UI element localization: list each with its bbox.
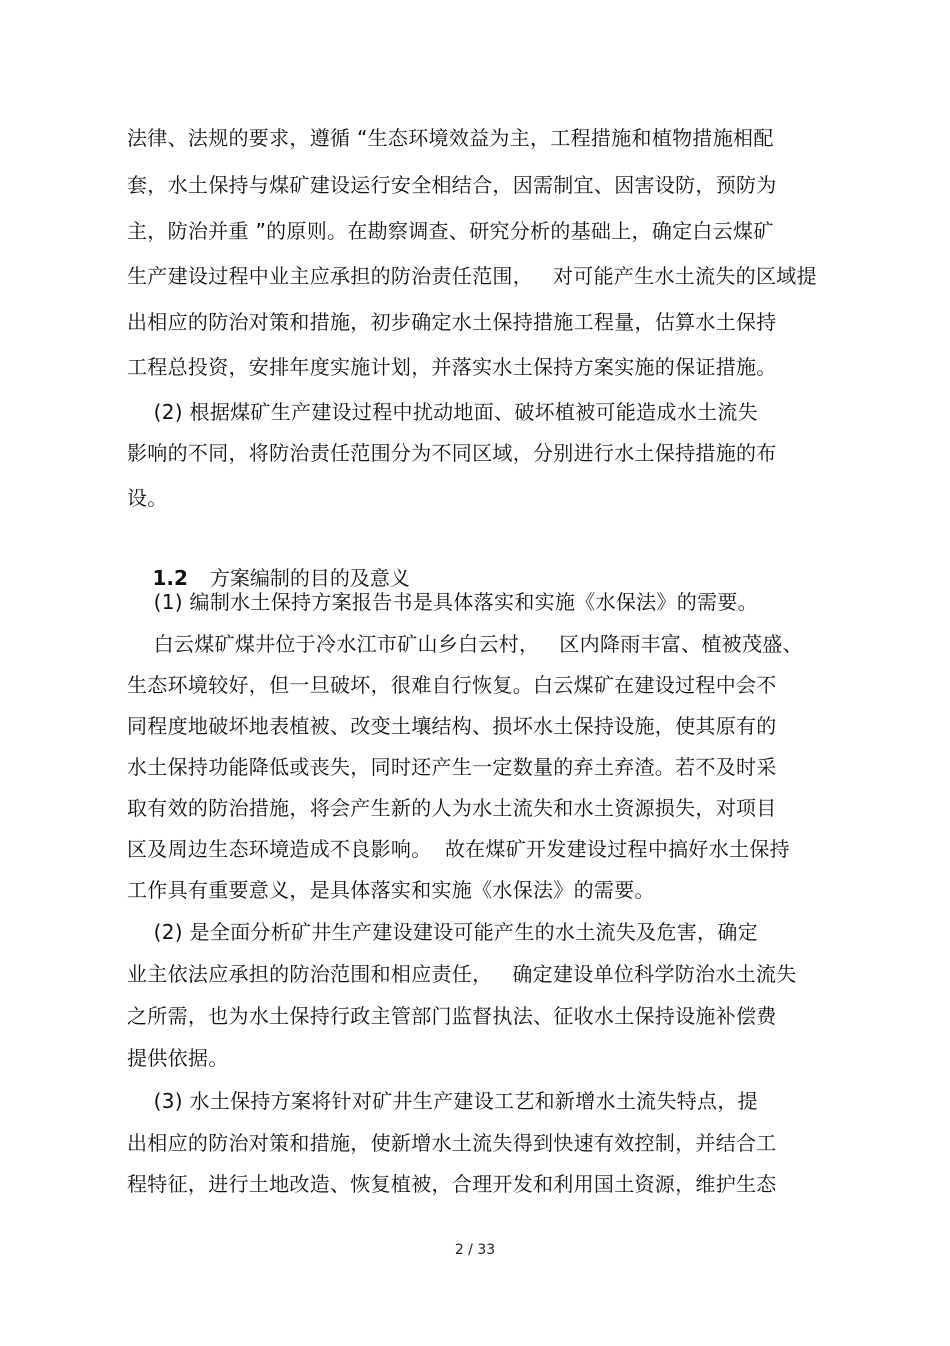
text-line: (3) 水土保持方案将针对矿井生产建设工艺和新增水土流失特点，提	[127, 1089, 758, 1113]
text-line: 取有效的防治措施，将会产生新的人为水土流失和水土资源损失，对项目	[127, 796, 777, 820]
section-number: 1.2	[152, 566, 188, 590]
text-line: 程特征，进行土地改造、恢复植被，合理开发和利用国土资源，维护生态	[127, 1172, 777, 1196]
text-line: 设。	[127, 486, 168, 510]
text-line: 工程总投资，安排年度实施计划，并落实水土保持方案实施的保证措施。	[127, 355, 777, 379]
text-line: 同程度地破坏地表植被、改变土壤结构、损坏水土保持设施，使其原有的	[127, 714, 777, 738]
text-line: 之所需，也为水土保持行政主管部门监督执法、征收水土保持设施补偿费	[127, 1004, 777, 1028]
text-line: 出相应的防治对策和措施，初步确定水土保持措施工程量，估算水土保持	[127, 310, 777, 334]
text-line: 法律、法规的要求，遵循 “生态环境效益为主，工程措施和植物措施相配	[127, 126, 774, 150]
text-line: 生态环境较好，但一旦破坏，很难自行恢复。白云煤矿在建设过程中会不	[127, 673, 777, 697]
text-line: 出相应的防治对策和措施，使新增水土流失得到快速有效控制，并结合工	[127, 1131, 777, 1155]
text-line: 生产建设过程中业主应承担的防治责任范围， 对可能产生水土流失的区域提	[127, 264, 817, 288]
text-line: 水土保持功能降低或丧失，同时还产生一定数量的弃土弃渣。若不及时采	[127, 755, 777, 779]
text-line: 套，水土保持与煤矿建设运行安全相结合，因需制宜、因害设防，预防为	[127, 173, 777, 197]
text-line: 工作具有重要意义，是具体落实和实施《水保法》的需要。	[127, 878, 655, 902]
text-line: (2) 根据煤矿生产建设过程中扰动地面、破坏植被可能造成水土流失	[127, 400, 758, 424]
text-line: 业主依法应承担的防治范围和相应责任， 确定建设单位科学防治水土流失	[127, 962, 797, 986]
text-line: (2) 是全面分析矿井生产建设建设可能产生的水土流失及危害，确定	[127, 920, 758, 944]
text-line: 提供依据。	[127, 1046, 229, 1070]
section-title: 方案编制的目的及意义	[209, 566, 410, 590]
text-line: (1) 编制水土保持方案报告书是具体落实和实施《水保法》的需要。	[127, 590, 758, 614]
text-line: 区及周边生态环境造成不良影响。 故在煤矿开发建设过程中搞好水土保持	[127, 837, 790, 861]
text-line: 影响的不同，将防治责任范围分为不同区域，分别进行水土保持措施的布	[127, 441, 777, 465]
text-line: 主，防治并重 ”的原则。在勘察调查、研究分析的基础上，确定白云煤矿	[127, 219, 774, 243]
page-number: 2 / 33	[454, 1242, 496, 1258]
text-line: 白云煤矿煤井位于冷水江市矿山乡白云村， 区内降雨丰富、植被茂盛、	[127, 632, 803, 656]
